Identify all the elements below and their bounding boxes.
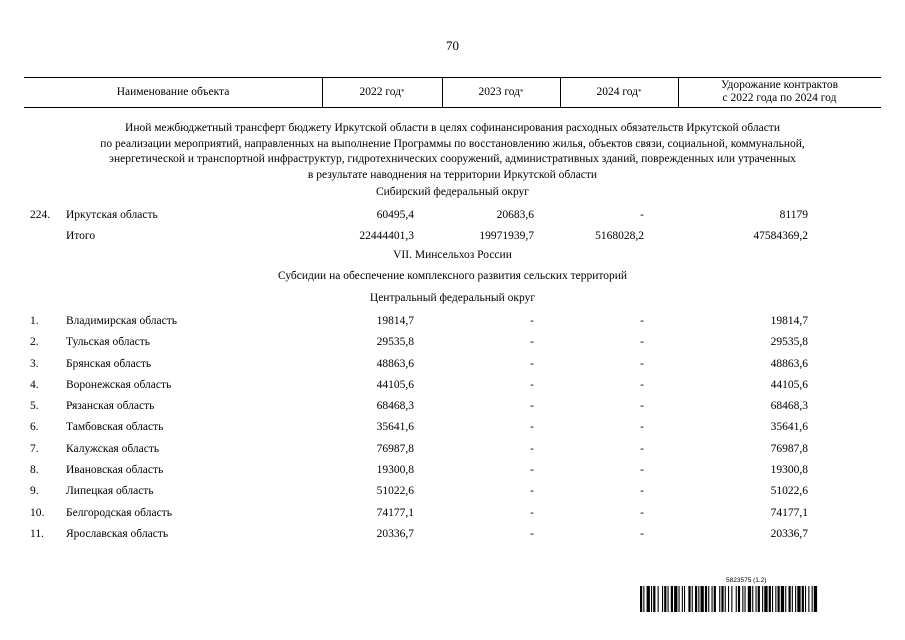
table-row: 6. Тамбовская область 35641,6 - - 35641,6 [30,421,808,433]
table-row: 5. Рязанская область 68468,3 - - 68468,3 [30,400,808,412]
barcode-bar [778,586,780,612]
header-2023-column: 2023 год * [478,85,524,98]
barcode-label: 5823575 (1.2) [726,577,767,584]
barcode-bar [719,586,720,612]
barcode-bar [808,586,809,612]
table-row: 7. Калужская область 76987,8 - - 76987,8 [30,443,808,455]
barcode-bar [653,586,655,612]
barcode-bar [671,586,673,612]
barcode-bar [769,586,771,612]
barcode-bar [674,586,677,612]
header-2024-column: 2024 год * [596,85,642,98]
table-row: 224. Иркутская область 60495,4 20683,6 - 81179 [30,209,808,221]
barcode-bar [684,586,685,612]
barcode-bar [721,586,723,612]
barcode-bar [658,586,659,612]
barcode-bar [714,586,716,612]
barcode-bar [797,586,800,612]
transfer-description: Иной межбюджетный трансферт бюджету Иркутской области в целях софинансирования расходных обязательств Иркутской области по реализации мероприятий, направленных на выполнение Программы по восстановлению жилья, объектов связи, социальной, коммунальной, энергетической и транспортной инфраструктур, гидротехнических сооружений, административных зданий, поврежденных или утраченных в результате наводнения на территории Иркутской области [100,122,805,181]
barcode-bar [758,586,760,612]
barcode-bar [712,586,713,612]
total-row: Итого 22444401,3 19971939,7 5168028,2 47584369,2 [66,230,808,242]
header-bottom-rule [24,107,881,108]
table-row: 11. Ярославская область 20336,7 - - 20336,7 [30,528,808,540]
table-row: 9. Липецкая область 51022,6 - - 51022,6 [30,485,808,497]
section-title: VII. Минсельхоз России [393,249,512,261]
table-row: 2. Тульская область 29535,8 - - 29535,8 [30,336,808,348]
barcode-bar [647,586,650,612]
barcode-bar [762,586,763,612]
barcode-bar [643,586,644,612]
barcode-bar [812,586,813,612]
barcode-bar [745,586,746,612]
barcode-bar [705,586,707,612]
table-row: 3. Брянская область 48863,6 - - 48863,6 [30,358,808,370]
barcode-bar [728,586,729,612]
barcode-bar [742,586,743,612]
table-row: 8. Ивановская область 19300,8 - - 19300,8 [30,464,808,476]
barcode-bar [789,586,791,612]
document-barcode [640,577,887,613]
barcode-bar [756,586,757,612]
barcode-bar [802,586,804,612]
barcode-bar [698,586,699,612]
barcode-bar [695,586,697,612]
barcode-bar [738,586,740,612]
barcode-bar [662,586,663,612]
barcode-bar [640,586,642,612]
barcode-bar [731,586,732,612]
barcode-bar [679,586,680,612]
barcode-bar [752,586,753,612]
central-district-heading: Центральный федеральный округ [369,292,536,304]
barcode-bar [814,586,817,612]
barcode-bar [664,586,666,612]
table-row: 1. Владимирская область 19814,7 - - 19814,7 [30,315,808,327]
header-2022-column: 2022 год * [359,85,405,98]
barcode-bar [688,586,690,612]
barcode-bar [725,586,726,612]
barcode-bar [792,586,793,612]
barcode-bar [805,586,806,612]
siberia-district-heading: Сибирский федеральный округ [375,186,530,198]
barcode-bar [775,586,776,612]
barcode-bar [785,586,786,612]
barcode-bar [748,586,751,612]
header-total-column: Удорожание контрактов с 2022 года по 2024 год [720,79,839,104]
table-row: 10. Белгородская область 74177,1 - - 74177,1 [30,507,808,519]
barcode-bar [772,586,773,612]
header-name-column: Наименование объекта [116,85,230,98]
barcode-icon [640,586,887,612]
barcode-bar [795,586,796,612]
barcode-bar [668,586,669,612]
barcode-bar [708,586,709,612]
barcode-bar [736,586,737,612]
barcode-bar [764,586,767,612]
barcode-bar [781,586,784,612]
barcode-bar [692,586,693,612]
barcode-bar [682,586,683,612]
table-row: 4. Воронежская область 44105,6 - - 44105,6 [30,379,808,391]
barcode-bar [651,586,652,612]
page-number: 70 [446,38,459,53]
barcode-bar [701,586,704,612]
subsidy-title: Субсидии на обеспечение комплексного развития сельских территорий [277,270,628,282]
